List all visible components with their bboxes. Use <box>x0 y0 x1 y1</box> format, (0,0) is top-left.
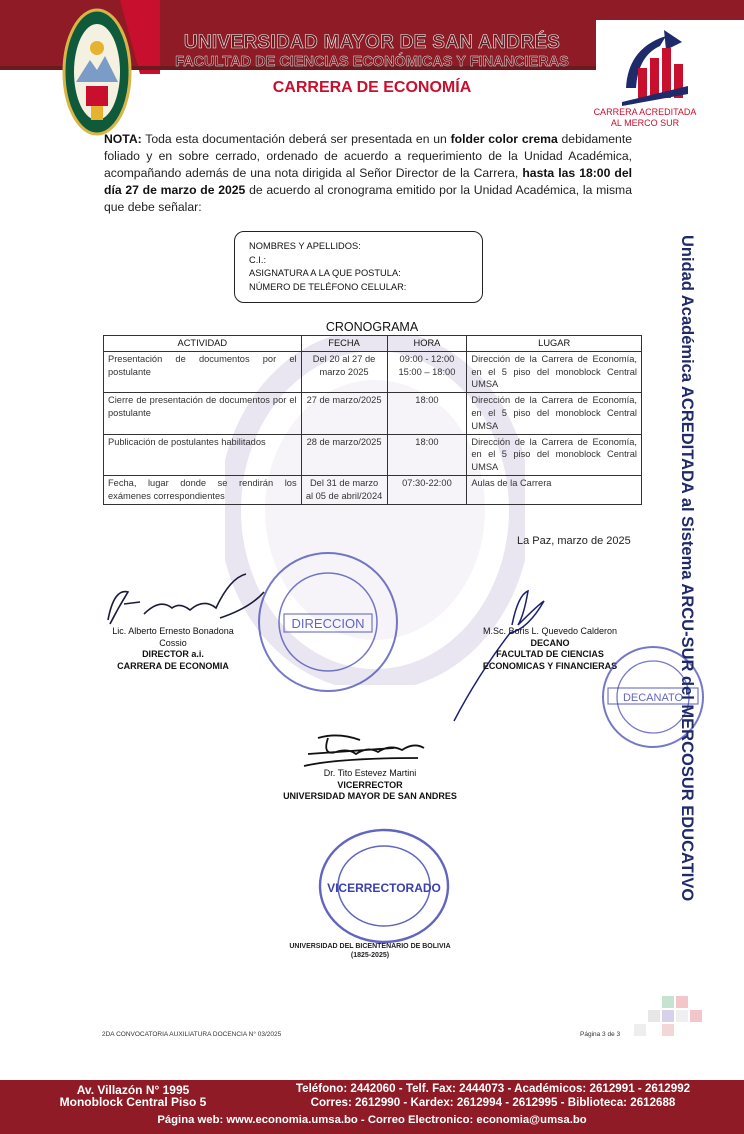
accreditation-logo-icon <box>616 28 694 106</box>
cell-actividad: Fecha, lugar donde se rendirán los exámenes correspondientes <box>104 475 302 504</box>
bicentenario-line2: (1825-2025) <box>350 952 390 959</box>
note-text-1: Toda esta documentación deberá ser presentada en un <box>141 132 451 146</box>
decorative-squares-icon <box>612 994 708 1054</box>
cell-hora: 09:00 - 12:00 15:00 – 18:00 <box>387 351 467 392</box>
footnote-convocatoria: 2DA CONVOCATORIA AUXILIATURA DOCENCIA N° 03/2025 <box>102 1031 282 1038</box>
director-signature-icon <box>100 568 270 630</box>
info-phone: NÚMERO DE TELÉFONO CELULAR: <box>249 281 407 292</box>
footer-phones-line1: Teléfono: 2442060 - Telf. Fax: 2444073 - Académicos: 2612991 - 2612992 <box>295 1082 691 1095</box>
footer-address <box>58 1084 208 1108</box>
cell-hora: 07:30-22:00 <box>387 475 467 504</box>
svg-text:DIRECCION: DIRECCION <box>291 616 365 631</box>
decano-role: DECANO <box>530 637 570 648</box>
applicant-info-box <box>234 231 483 303</box>
svg-text:DECANATO: DECANATO <box>622 692 684 704</box>
header-hora: HORA <box>387 336 467 352</box>
note-bold-1: folder color crema <box>450 132 558 146</box>
place-date: La Paz, marzo de 2025 <box>517 535 631 547</box>
info-ci: C.I.: <box>249 254 267 265</box>
vicerrector-signature-icon <box>298 728 438 772</box>
table-row <box>104 393 642 434</box>
cell-actividad: Cierre de presentación de documentos por el postulante <box>104 393 302 434</box>
cell-fecha: Del 20 al 27 de marzo 2025 <box>301 351 387 392</box>
cell-lugar: Dirección de la Carrera de Economía, en el 5 piso del monoblock Central UMSA <box>467 434 642 475</box>
note-label: NOTA: <box>104 132 142 146</box>
cell-fecha: 27 de marzo/2025 <box>301 393 387 434</box>
accreditation-line2: AL MERCO SUR <box>610 118 680 128</box>
info-names: NOMBRES Y APELLIDOS: <box>249 241 361 251</box>
vertical-accreditation-text: Unidad Académica ACREDITADA al Sistema ARCU-SUR del MERCOSUR EDUCATIVO <box>678 235 696 902</box>
director-unit: CARRERA DE ECONOMIA <box>117 660 229 671</box>
accreditation-line1: CARRERA ACREDITADA <box>593 107 697 117</box>
header-lugar: LUGAR <box>467 336 642 352</box>
faculty-title: FACULTAD DE CIENCIAS ECONÓMICAS Y FINANCIERAS <box>175 54 569 70</box>
footer-web: Página web: www.economia.umsa.bo - Correo Electronico: economia@umsa.bo <box>157 1114 587 1126</box>
page-number: Página 3 de 3 <box>580 1031 621 1038</box>
footer-phones-line2: Corres: 2612990 - Kardex: 2612994 - 2612995 - Biblioteca: 2612688 <box>310 1095 676 1109</box>
cell-fecha: Del 31 de marzo al 05 de abril/2024 <box>301 475 387 504</box>
table-header-row <box>104 336 642 352</box>
decano-name: M.Sc. Boris L. Quevedo Calderon <box>482 626 618 636</box>
umsa-seal-icon <box>62 8 132 136</box>
table-row <box>104 475 642 504</box>
cell-lugar: Dirección de la Carrera de Economía, en el 5 piso del monoblock Central UMSA <box>467 393 642 434</box>
vicerrector-unit: UNIVERSIDAD MAYOR DE SAN ANDRES <box>283 791 457 801</box>
cell-lugar: Aulas de la Carrera <box>467 475 642 504</box>
accreditation-caption <box>590 107 700 129</box>
footer-address-line1: Av. Villazón N° 1995 <box>76 1083 190 1097</box>
vicerrector-role: VICERRECTOR <box>337 779 403 790</box>
vicerrector-signature-block <box>270 768 470 803</box>
vicerrector-name: Dr. Tito Estevez Martini <box>323 768 417 778</box>
director-role: DIRECTOR a.i. <box>142 649 204 659</box>
decano-unit2: ECONOMICAS Y FINANCIERAS <box>482 660 618 671</box>
table-row <box>104 434 642 475</box>
cronograma-title: CRONOGRAMA <box>325 320 419 334</box>
note-paragraph <box>104 131 632 216</box>
cell-hora: 18:00 <box>387 393 467 434</box>
footer-phones <box>268 1082 718 1109</box>
footer-address-line2: Monoblock Central Piso 5 <box>59 1095 207 1109</box>
cronograma-table <box>103 335 642 505</box>
bicentenario-line1: UNIVERSIDAD DEL BICENTENARIO DE BOLIVIA <box>289 943 451 950</box>
career-title: CARRERA DE ECONOMÍA <box>272 79 472 96</box>
info-subject: ASIGNATURA A LA QUE POSTULA: <box>249 268 401 278</box>
vicerrectorado-stamp-icon <box>316 826 452 946</box>
svg-text:VICERRECTORADO: VICERRECTORADO <box>327 881 441 895</box>
direccion-stamp-icon <box>256 550 400 694</box>
cell-actividad: Presentación de documentos por el postulante <box>104 351 302 392</box>
note-bold-2: hasta las 18:00 del día 27 de marzo de 2025 <box>104 166 633 197</box>
director-name: Lic. Alberto Ernesto Bonadona Cossio <box>112 626 234 648</box>
decano-unit1: FACULTAD DE CIENCIAS <box>496 649 604 659</box>
cell-hora: 18:00 <box>387 434 467 475</box>
header-fecha: FECHA <box>301 336 387 352</box>
cell-actividad: Publicación de postulantes habilitados <box>104 434 302 475</box>
cell-lugar: Dirección de la Carrera de Economía, en el 5 piso del monoblock Central UMSA <box>467 351 642 392</box>
director-signature-block <box>98 626 248 672</box>
bicentenario-caption <box>260 942 480 960</box>
table-row <box>104 351 642 392</box>
note-text-3: de acuerdo al cronograma emitido por la Unidad Académica, la misma que debe señalar: <box>104 183 632 214</box>
note-text-2: debidamente foliado y en sobre cerrado, ordenado de acuerdo a requerimiento de la Unidad Académica, acompañando además de una nota dirigida al Señor Director de la Carrera, <box>104 132 633 180</box>
cell-fecha: 28 de marzo/2025 <box>301 434 387 475</box>
header-actividad: ACTIVIDAD <box>104 336 302 352</box>
university-title: UNIVERSIDAD MAYOR DE SAN ANDRÉS <box>183 32 561 53</box>
